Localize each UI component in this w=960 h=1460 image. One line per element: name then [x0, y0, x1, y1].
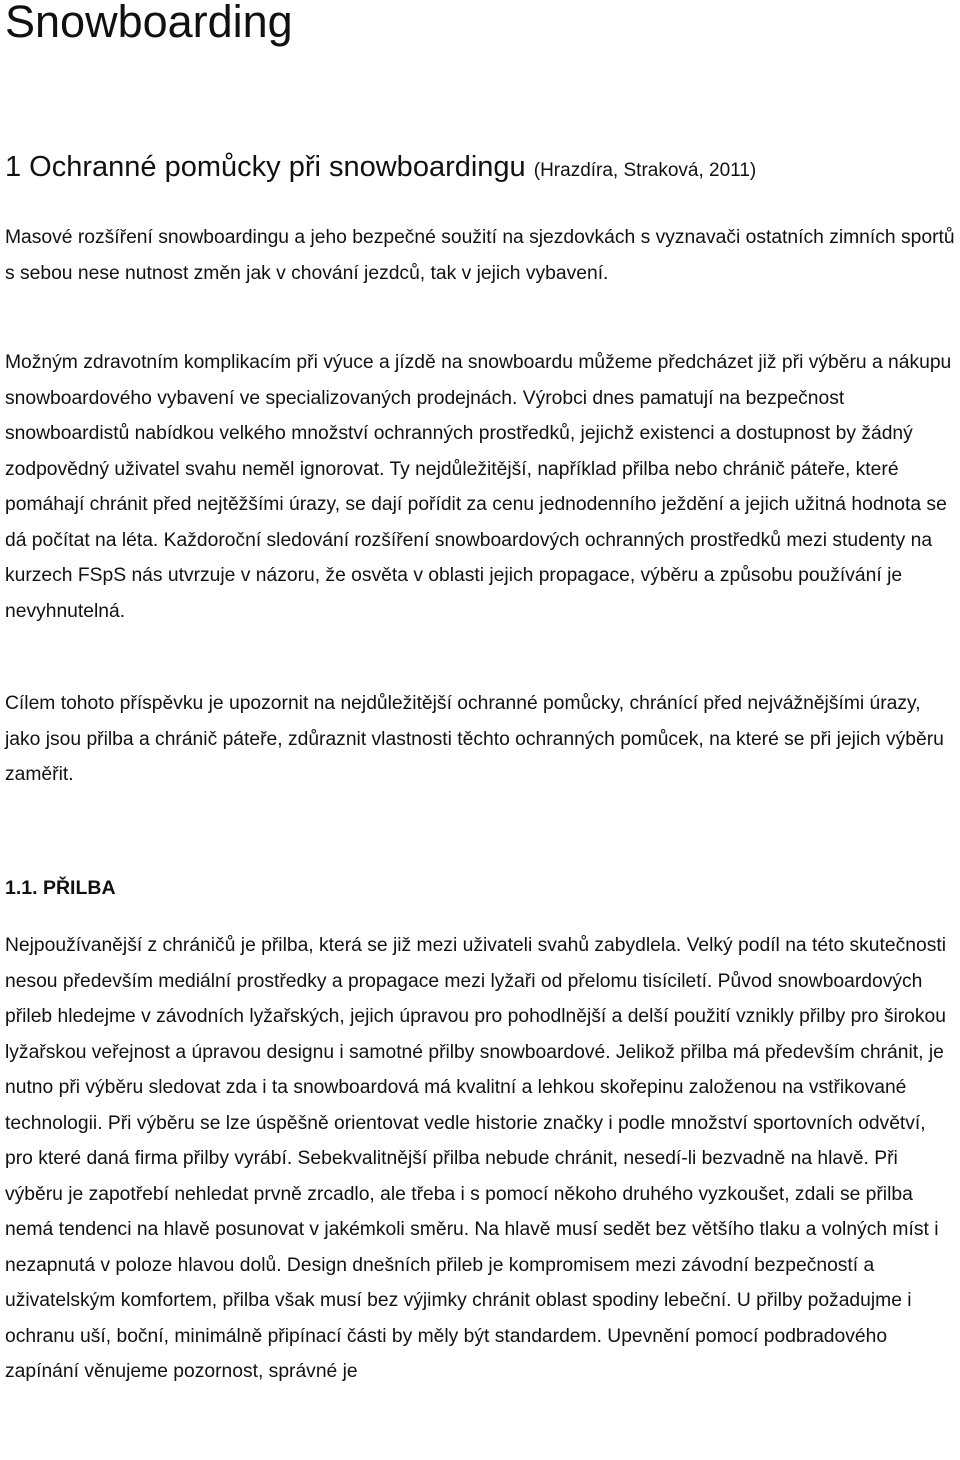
section-heading-text: 1 Ochranné pomůcky při snowboardingu: [5, 151, 526, 183]
section-citation: (Hrazdíra, Straková, 2011): [533, 160, 757, 181]
paragraph-helmet: Nejpoužívanější z chráničů je přilba, která se již mezi uživateli svahů zabydlela. Velký podíl na této skutečnosti nesou především mediální prostředky a propagace mezi lyžaři od přelomu tisíciletí. Původ snowboardových přileb hledejme v závodních lyžařských, jejich úpravou pro pohodlnější a delší použití vznikly přilby pro širokou lyžařskou veřejnost a úpravou designu i samotné přilby snowboardové. Jelikož přilba má především chránit, je nutno při výběru sledovat zda i ta snowboardová má kvalitní a lehkou skořepinu založenou na vstřikované technologii. Při výběru se lze úspěšně orientovat vedle historie značky i podle množství sportovních odvětví, pro které daná firma přilby vyrábí. Sebekvalitnější přilba nebude chránit, nesedí-li bezvadně na hlavě. Při výběru je zapotřebí nehledat prvně zrcadlo, ale třeba i s pomocí někoho druhého vyzkoušet, zdali se přilba nemá tendenci na hlavě posunovat v jakémkoli směru. Na hlavě musí sedět bez většího tlaku a volných míst i nezapnutá v poloze hlavou dolů. Design dnešních přileb je kompromisem mezi závodní bezpečností a uživatelským komfortem, přilba však musí bez výjimky chránit oblast spodiny lebeční. U přilby požadujme i ochranu uší, boční, minimálně připínací části by měly být standardem. Upevnění pomocí podbradového zapínání věnujeme pozornost, správné je: [5, 935, 946, 1382]
subsection-heading: 1.1. PŘILBA: [5, 877, 116, 899]
section-heading: [5, 148, 756, 190]
paragraph-aim: Cílem tohoto příspěvku je upozornit na nejdůležitější ochranné pomůcky, chránící před nejvážnějšími úrazy, jako jsou přilba a chránič páteře, zdůraznit vlastnosti těchto ochranných pomůcek, na které se při jejich výběru zaměřit.: [5, 693, 944, 785]
paragraph-intro: Masové rozšíření snowboardingu a jeho bezpečné soužití na sjezdovkách s vyznavači ostatních zimních sportů s sebou nese nutnost změn jak v chování jezdců, tak v jejich vybavení.: [5, 227, 955, 284]
document-title: Snowboarding: [5, 0, 293, 47]
paragraph-manufacturers: Možným zdravotním komplikacím při výuce a jízdě na snowboardu můžeme předcházet již při výběru a nákupu snowboardového vybavení ve specializovaných prodejnách. Výrobci dnes pamatují na bezpečnost snowboardistů nabídkou velkého množství ochranných prostředků, jejichž existenci a dostupnost by žádný zodpovědný uživatel svahu neměl ignorovat. Ty nejdůležitější, například přilba nebo chránič páteře, které pomáhají chránit před nejtěžšími úrazy, se dají pořídit za cenu jednodenního ježdění a jejich užitná hodnota se dá počítat na léta. Každoroční sledování rozšíření snowboardových ochranných prostředků mezi studenty na kurzech FSpS nás utvrzuje v názoru, že osvěta v oblasti jejich propagace, výběru a způsobu používání je nevyhnutelná.: [5, 352, 952, 622]
